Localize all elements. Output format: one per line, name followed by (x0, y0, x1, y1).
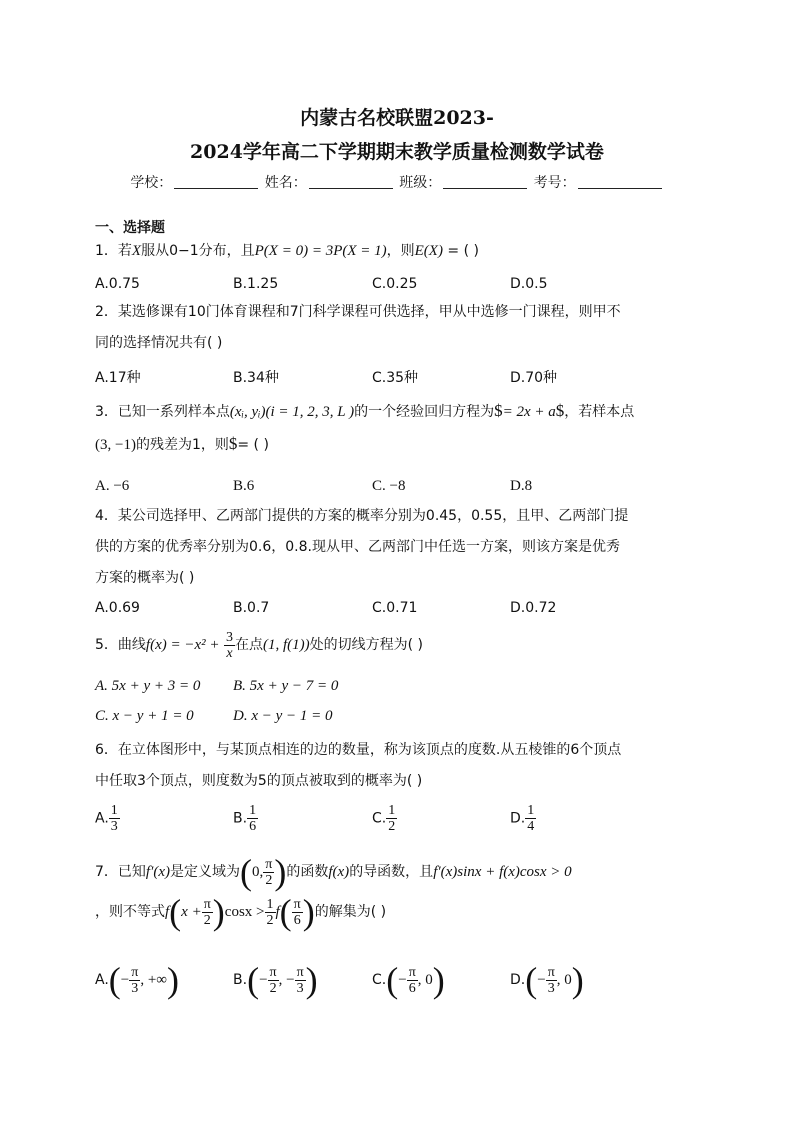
q3-ahat-symbol: $ (555, 401, 565, 420)
q6-options (95, 803, 700, 843)
q1-expectation: E(X) (414, 243, 443, 259)
question-4 (95, 501, 700, 594)
q3-sample-points: (xᵢ, yᵢ)(i = 1, 2, 3, L ) (229, 404, 355, 420)
q7-derivative: f′(x) (145, 864, 171, 880)
q2-line1: 2．某选修课有10门体育课程和7门科学课程可供选择，甲从中选修一门课程，则甲不 (95, 304, 621, 320)
q3-option-c[interactable]: C. −8 (372, 478, 406, 494)
q5-text3: 处的切线方程为( ) (309, 637, 423, 653)
question-1 (95, 236, 700, 267)
q1-text: 1．若 (95, 243, 132, 259)
q5-fraction: $\frac{3}{x}$ (225, 629, 233, 661)
q7-line2: ，则不等式f(x + $\frac{\pi}{2}$ )cosx > $\frac{1}{2}$ f( $\frac{\pi}{6}$ )的解集为( ) (95, 892, 387, 932)
school-label: 学校： (130, 175, 173, 191)
q1-text2: 服从0−1分布，且 (141, 243, 255, 259)
q4-line1: 4．某公司选择甲、乙两部门提供的方案的概率分别为0.45，0.55，且甲、乙两部门提 (95, 508, 629, 524)
q3-option-d[interactable]: D.8 (510, 478, 533, 494)
q7-option-d[interactable]: D.(− $\frac{\pi}{3}$ , 0) (510, 960, 584, 1000)
q4-option-d[interactable]: D.0.72 (510, 600, 557, 616)
q5-function: f(x) = −x² + (145, 637, 220, 653)
name-blank[interactable] (309, 174, 393, 189)
q3-text4: 的残差为1，则 (135, 437, 229, 453)
question-7 (95, 852, 700, 932)
q6-option-c[interactable]: C. $\frac{1}{2}$ (372, 803, 396, 834)
q4-line2: 供的方案的优秀率分别为0.6，0.8.现从甲、乙两部门中任选一方案，则该方案是优秀 (95, 539, 620, 555)
q1-text4: = ( ) (442, 243, 479, 259)
q5-options-row1 (95, 678, 700, 702)
q7-option-b[interactable]: B.(− $\frac{\pi}{2}$ , − $\frac{\pi}{3}$ ) (233, 960, 318, 1000)
q3-yhat-symbol: $ (494, 401, 503, 420)
q3-text5: = ( ) (237, 437, 269, 453)
q3-options (95, 478, 700, 502)
q4-options (95, 600, 700, 624)
exam-number-label: 考号： (533, 175, 576, 191)
q2-options (95, 367, 700, 391)
q1-option-b[interactable]: B.1.25 (233, 276, 279, 292)
q7-line1: 7．已知f′(x)是定义域为(0, $\frac{\pi}{2}$ )的函数f(x)的导函数，且f′(x)sinx + f(x)cosx > 0 (95, 852, 572, 892)
q1-text3: ，则 (386, 243, 415, 259)
q4-option-b[interactable]: B.0.7 (233, 600, 270, 616)
school-blank[interactable] (174, 174, 258, 189)
question-2 (95, 297, 700, 359)
q5-option-b[interactable]: B. 5x + y − 7 = 0 (233, 678, 339, 694)
q7-condition: f′(x)sinx + f(x)cosx > 0 (433, 864, 572, 880)
q5-point: (1, f(1)) (262, 637, 310, 653)
q2-option-a[interactable]: A.17种 (95, 370, 141, 386)
q5-option-c[interactable]: C. x − y + 1 = 0 (95, 708, 194, 724)
section-heading: 一、选择题 (95, 220, 165, 236)
q5-text2: 在点 (234, 637, 263, 653)
q3-text2: 的一个经验回归方程为 (354, 404, 495, 420)
q7-option-a[interactable]: A.(− $\frac{\pi}{3}$ , +∞) (95, 960, 179, 1000)
class-label: 班级： (399, 175, 442, 191)
q1-var: X (131, 243, 142, 259)
question-3 (95, 395, 700, 461)
q2-option-b[interactable]: B.34种 (233, 370, 279, 386)
q5-option-a[interactable]: A. 5x + y + 3 = 0 (95, 678, 201, 694)
q3-ahat-symbol-2: $ (228, 434, 238, 453)
q6-line2: 中任取3个顶点，则度数为5的顶点被取到的概率为( ) (95, 773, 423, 789)
q5-options-row2 (95, 708, 700, 732)
q6-option-b[interactable]: B. $\frac{1}{6}$ (233, 803, 257, 834)
q4-option-a[interactable]: A.0.69 (95, 600, 140, 616)
q3-text3: ，若样本点 (564, 404, 635, 420)
q1-equation: P(X = 0) = 3P(X = 1) (254, 243, 387, 259)
q3-text: 3．已知一系列样本点 (95, 404, 230, 420)
class-blank[interactable] (443, 174, 527, 189)
question-5 (95, 627, 700, 663)
q1-option-c[interactable]: C.0.25 (372, 276, 418, 292)
student-info-row (0, 172, 794, 192)
q2-option-d[interactable]: D.70种 (510, 370, 558, 386)
q6-option-a[interactable]: A. $\frac{1}{3}$ (95, 803, 118, 834)
exam-title-line1: 内蒙古名校联盟2023- (300, 107, 494, 129)
q3-point: (3, −1) (95, 437, 136, 453)
name-label: 姓名： (264, 175, 307, 191)
q5-text: 5．曲线 (95, 637, 146, 653)
q2-line2: 同的选择情况共有( ) (95, 335, 223, 351)
q6-option-d[interactable]: D. $\frac{1}{4}$ (510, 803, 535, 834)
q3-line1 (95, 395, 700, 428)
q3-option-a[interactable]: A. −6 (95, 478, 130, 494)
q1-option-a[interactable]: A.0.75 (95, 276, 140, 292)
q7-options (95, 962, 700, 1002)
q3-option-b[interactable]: B.6 (233, 478, 255, 494)
q1-option-d[interactable]: D.0.5 (510, 276, 548, 292)
exam-title-line2: 2024学年高二下学期期末教学质量检测数学试卷 (190, 141, 604, 163)
q3-regression-eq: = 2x + a (502, 404, 556, 420)
q5-option-d[interactable]: D. x − y − 1 = 0 (233, 708, 333, 724)
exam-number-blank[interactable] (578, 174, 662, 189)
question-6 (95, 735, 700, 797)
q7-option-c[interactable]: C.(− $\frac{\pi}{6}$ , 0) (372, 960, 445, 1000)
q3-line2 (95, 428, 700, 461)
q2-option-c[interactable]: C.35种 (372, 370, 419, 386)
q4-line3: 方案的概率为( ) (95, 570, 195, 586)
q6-line1: 6．在立体图形中，与某顶点相连的边的数量，称为该顶点的度数.从五棱锥的6个顶点 (95, 742, 622, 758)
q4-option-c[interactable]: C.0.71 (372, 600, 418, 616)
